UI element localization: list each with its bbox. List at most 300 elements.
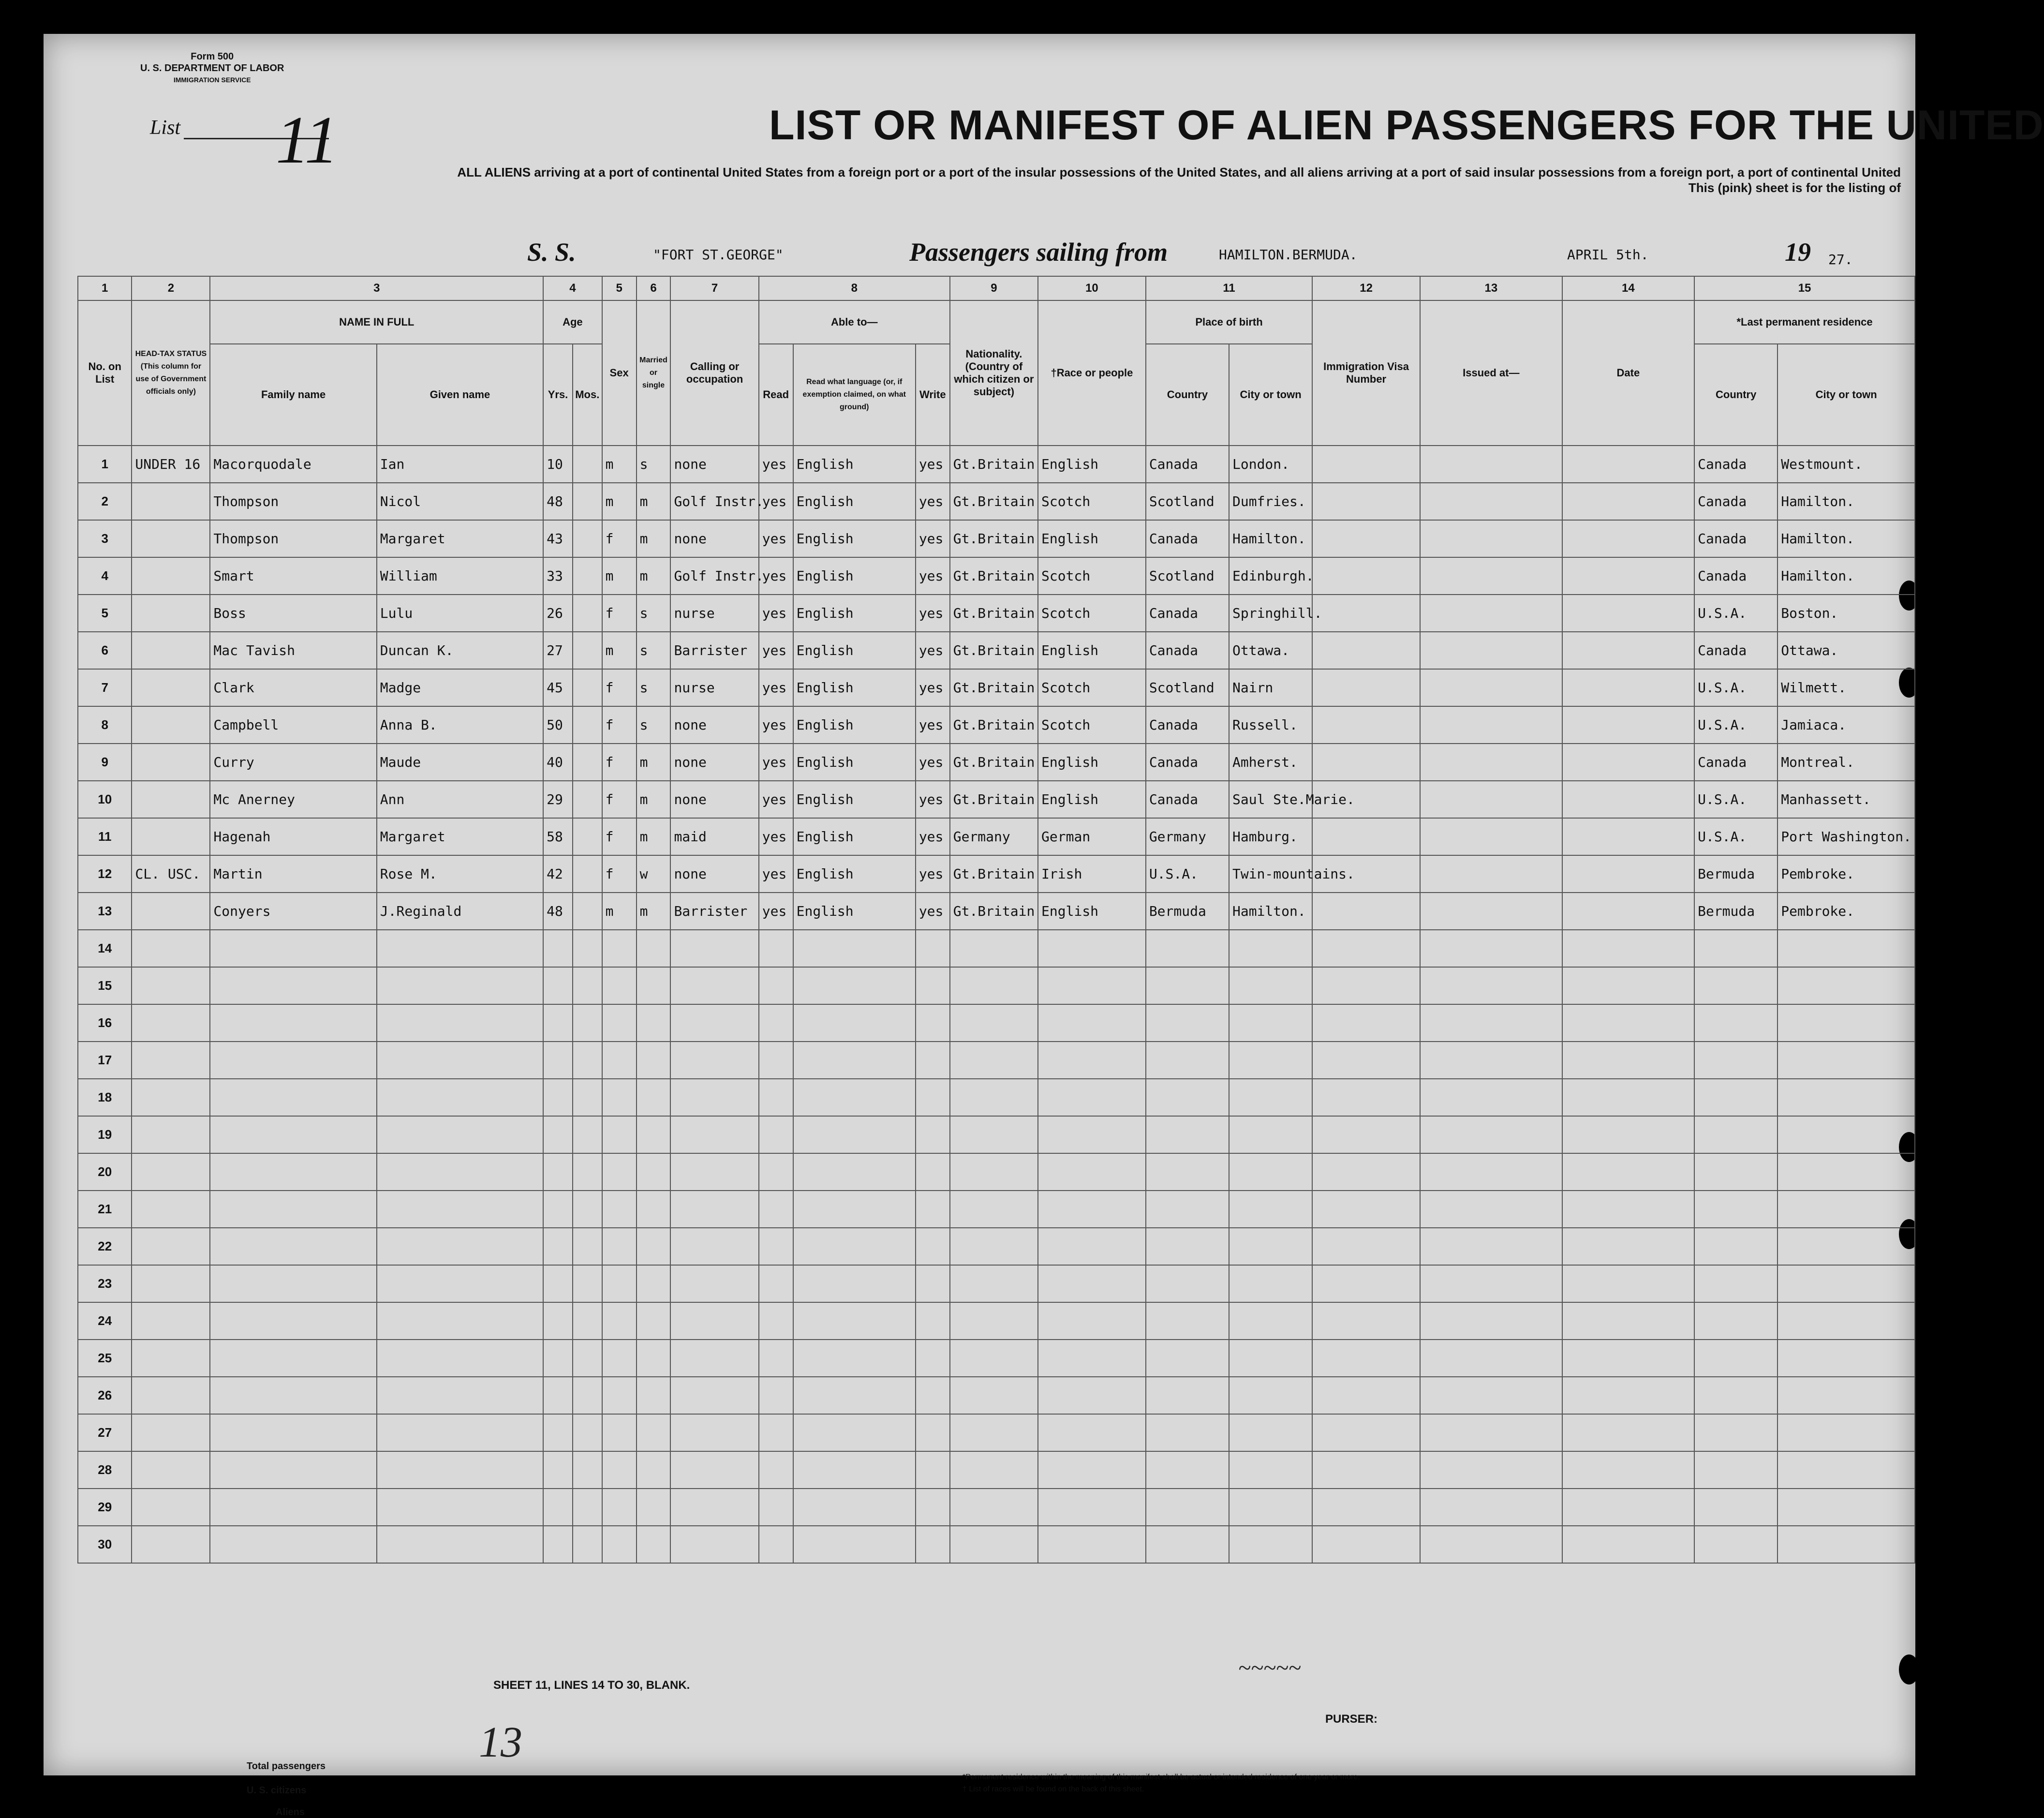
age-months-cell: [573, 446, 602, 483]
birth-city-cell: Springhill.: [1229, 595, 1312, 632]
issued-at-cell: [1420, 893, 1562, 930]
issued-at-cell: [1420, 1526, 1562, 1563]
sex-cell: [602, 1526, 637, 1563]
issued-at-cell: [1420, 446, 1562, 483]
col-num: 11: [1146, 276, 1312, 300]
birth-country-cell: [1146, 1153, 1229, 1191]
head-tax-cell: [132, 595, 210, 632]
race-cell: [1038, 1265, 1146, 1302]
date-cell: [1562, 818, 1694, 855]
given-name-cell: [377, 967, 543, 1004]
family-name-cell: [210, 1489, 376, 1526]
date-cell: [1562, 483, 1694, 520]
nationality-cell: [950, 1228, 1038, 1265]
manifest-rows: [78, 446, 1915, 1563]
sex-cell: [602, 1340, 637, 1377]
issued-at-cell: [1420, 669, 1562, 706]
read-cell: [759, 1042, 793, 1079]
issued-at-cell: [1420, 930, 1562, 967]
age-months-cell: [573, 520, 602, 557]
residence-city-cell: Manhassett.: [1777, 781, 1915, 818]
date-cell: [1562, 1340, 1694, 1377]
date-cell: [1562, 1153, 1694, 1191]
total-passengers-label: Total passengers: [247, 1761, 326, 1772]
residence-country-cell: [1694, 1302, 1777, 1340]
residence-country-cell: [1694, 1004, 1777, 1042]
write-cell: yes: [916, 818, 950, 855]
col-num: 3: [210, 276, 543, 300]
given-name-cell: J.Reginald: [377, 893, 543, 930]
ss-label: S. S.: [527, 238, 576, 267]
col-num: 9: [950, 276, 1038, 300]
language-cell: [793, 1414, 916, 1451]
read-cell: [759, 930, 793, 967]
nationality-cell: [950, 1451, 1038, 1489]
port-name: HAMILTON.BERMUDA.: [1219, 247, 1358, 263]
col-num: 6: [637, 276, 671, 300]
age-years-cell: [543, 1377, 573, 1414]
birth-country-cell: [1146, 1079, 1229, 1116]
head-tax-cell: [132, 1153, 210, 1191]
read-cell: yes: [759, 446, 793, 483]
birth-country-cell: [1146, 1228, 1229, 1265]
write-cell: yes: [916, 557, 950, 595]
table-row: [78, 1042, 1915, 1079]
date-cell: [1562, 1526, 1694, 1563]
race-cell: Scotch: [1038, 483, 1146, 520]
birth-city-cell: [1229, 967, 1312, 1004]
occupation-cell: Barrister: [670, 893, 758, 930]
age-months-cell: [573, 930, 602, 967]
line-number: 15: [78, 967, 132, 1004]
line-number: 14: [78, 930, 132, 967]
table-row: [78, 1153, 1915, 1191]
age-years-cell: 40: [543, 744, 573, 781]
read-cell: yes: [759, 706, 793, 744]
residence-country-cell: U.S.A.: [1694, 781, 1777, 818]
issued-at-cell: [1420, 1414, 1562, 1451]
year-prefix: 19: [1785, 238, 1811, 267]
occupation-cell: maid: [670, 818, 758, 855]
col-num: 7: [670, 276, 758, 300]
date-cell: [1562, 669, 1694, 706]
nationality-cell: Gt.Britain: [950, 483, 1038, 520]
race-cell: [1038, 1526, 1146, 1563]
residence-city-cell: [1777, 1526, 1915, 1563]
table-row: [78, 855, 1915, 893]
line-number: 29: [78, 1489, 132, 1526]
sex-cell: [602, 1451, 637, 1489]
given-name-cell: [377, 1526, 543, 1563]
nationality-cell: [950, 1414, 1038, 1451]
write-cell: yes: [916, 781, 950, 818]
line-number: 17: [78, 1042, 132, 1079]
sex-cell: f: [602, 520, 637, 557]
aliens-label: Aliens: [276, 1807, 305, 1818]
visa-cell: [1312, 1042, 1420, 1079]
residence-city-cell: [1777, 1265, 1915, 1302]
age-years-cell: 58: [543, 818, 573, 855]
residence-city-cell: [1777, 1340, 1915, 1377]
birth-city-cell: [1229, 1042, 1312, 1079]
head-tax-cell: [132, 1340, 210, 1377]
line-number: 21: [78, 1191, 132, 1228]
head-tax-cell: [132, 930, 210, 967]
given-name-cell: William: [377, 557, 543, 595]
line-number: 8: [78, 706, 132, 744]
birth-city-cell: London.: [1229, 446, 1312, 483]
line-number: 11: [78, 818, 132, 855]
head-tax-cell: [132, 1302, 210, 1340]
read-cell: yes: [759, 520, 793, 557]
race-cell: [1038, 1377, 1146, 1414]
head-tax-cell: CL. USC.: [132, 855, 210, 893]
visa-cell: [1312, 1116, 1420, 1153]
race-cell: [1038, 1153, 1146, 1191]
nationality-cell: Gt.Britain: [950, 855, 1038, 893]
family-name-cell: Macorquodale: [210, 446, 376, 483]
table-row: [78, 1116, 1915, 1153]
service-name: IMMIGRATION SERVICE: [173, 76, 251, 84]
occupation-cell: none: [670, 446, 758, 483]
age-months-cell: [573, 1004, 602, 1042]
language-cell: English: [793, 818, 916, 855]
age-months-cell: [573, 595, 602, 632]
date-cell: [1562, 557, 1694, 595]
nationality-cell: [950, 1191, 1038, 1228]
birth-country-cell: [1146, 1526, 1229, 1563]
visa-cell: [1312, 1302, 1420, 1340]
write-cell: [916, 1228, 950, 1265]
occupation-cell: [670, 1004, 758, 1042]
occupation-cell: [670, 1302, 758, 1340]
given-name-cell: [377, 1451, 543, 1489]
age-years-cell: [543, 1451, 573, 1489]
residence-country-cell: Canada: [1694, 632, 1777, 669]
residence-city-cell: Hamilton.: [1777, 520, 1915, 557]
visa-cell: [1312, 818, 1420, 855]
marital-cell: m: [637, 893, 671, 930]
race-cell: Scotch: [1038, 669, 1146, 706]
issued-at-cell: [1420, 1153, 1562, 1191]
manifest-sheet: [44, 34, 2044, 1818]
birth-city-cell: [1229, 1265, 1312, 1302]
col-num: 15: [1694, 276, 1915, 300]
race-cell: [1038, 1414, 1146, 1451]
occupation-cell: [670, 1340, 758, 1377]
occupation-cell: [670, 1079, 758, 1116]
nationality-cell: Gt.Britain: [950, 669, 1038, 706]
residence-country-cell: [1694, 1042, 1777, 1079]
given-name-cell: Ian: [377, 446, 543, 483]
issued-at-cell: [1420, 781, 1562, 818]
nationality-cell: [950, 1004, 1038, 1042]
family-name-cell: [210, 1079, 376, 1116]
residence-country-cell: [1694, 1228, 1777, 1265]
residence-city-cell: [1777, 1377, 1915, 1414]
issued-at-cell: [1420, 1042, 1562, 1079]
write-cell: yes: [916, 520, 950, 557]
table-row: [78, 1265, 1915, 1302]
visa-cell: [1312, 967, 1420, 1004]
head-tax-cell: [132, 893, 210, 930]
family-name-cell: [210, 930, 376, 967]
issued-at-cell: [1420, 1116, 1562, 1153]
residence-country-cell: [1694, 1489, 1777, 1526]
birth-country-cell: [1146, 1265, 1229, 1302]
family-name-cell: [210, 1004, 376, 1042]
sex-cell: m: [602, 893, 637, 930]
birth-city-cell: Nairn: [1229, 669, 1312, 706]
residence-country-cell: [1694, 1191, 1777, 1228]
age-months-cell: [573, 818, 602, 855]
birth-country-cell: [1146, 1302, 1229, 1340]
write-cell: [916, 1191, 950, 1228]
table-row: [78, 893, 1915, 930]
marital-cell: s: [637, 446, 671, 483]
residence-city-cell: [1777, 1004, 1915, 1042]
visa-cell: [1312, 669, 1420, 706]
given-name-cell: [377, 1265, 543, 1302]
header-family-name: Family name: [210, 344, 376, 446]
line-number: 22: [78, 1228, 132, 1265]
sex-cell: f: [602, 706, 637, 744]
birth-city-cell: [1229, 1302, 1312, 1340]
nationality-cell: [950, 1079, 1038, 1116]
us-citizens-label: U. S. citizens: [247, 1785, 307, 1796]
age-years-cell: 26: [543, 595, 573, 632]
purser-label: PURSER:: [1325, 1713, 1378, 1726]
birth-country-cell: [1146, 1191, 1229, 1228]
family-name-cell: Thompson: [210, 520, 376, 557]
race-cell: English: [1038, 781, 1146, 818]
occupation-cell: nurse: [670, 669, 758, 706]
visa-cell: [1312, 446, 1420, 483]
date-cell: [1562, 632, 1694, 669]
read-cell: [759, 1228, 793, 1265]
age-months-cell: [573, 893, 602, 930]
line-number: 13: [78, 893, 132, 930]
birth-country-cell: [1146, 930, 1229, 967]
language-cell: English: [793, 595, 916, 632]
header-sex: Sex: [602, 300, 637, 446]
birth-city-cell: [1229, 1228, 1312, 1265]
purser-signature: ~~~~~: [1238, 1655, 1301, 1681]
col-num: 12: [1312, 276, 1420, 300]
date-cell: [1562, 1377, 1694, 1414]
age-years-cell: 50: [543, 706, 573, 744]
line-number: 16: [78, 1004, 132, 1042]
table-row: [78, 1302, 1915, 1340]
col-num: 2: [132, 276, 210, 300]
date-cell: [1562, 1302, 1694, 1340]
write-cell: [916, 1451, 950, 1489]
write-cell: [916, 1414, 950, 1451]
read-cell: yes: [759, 669, 793, 706]
birth-country-cell: Germany: [1146, 818, 1229, 855]
birth-country-cell: Canada: [1146, 706, 1229, 744]
table-row: [78, 967, 1915, 1004]
visa-cell: [1312, 1526, 1420, 1563]
family-name-cell: [210, 1377, 376, 1414]
birth-city-cell: Hamilton.: [1229, 893, 1312, 930]
age-years-cell: [543, 1526, 573, 1563]
age-months-cell: [573, 1489, 602, 1526]
residence-country-cell: Bermuda: [1694, 855, 1777, 893]
footnote-races: † List of races will be found on the back of this sheet.: [963, 1785, 1144, 1793]
visa-cell: [1312, 930, 1420, 967]
table-row: [78, 818, 1915, 855]
head-tax-cell: [132, 1004, 210, 1042]
given-name-cell: [377, 1302, 543, 1340]
table-row: [78, 930, 1915, 967]
residence-city-cell: Ottawa.: [1777, 632, 1915, 669]
residence-city-cell: Pembroke.: [1777, 855, 1915, 893]
residence-city-cell: Hamilton.: [1777, 483, 1915, 520]
given-name-cell: [377, 1340, 543, 1377]
table-row: [78, 1079, 1915, 1116]
sex-cell: [602, 1153, 637, 1191]
nationality-cell: Germany: [950, 818, 1038, 855]
issued-at-cell: [1420, 1191, 1562, 1228]
residence-city-cell: Port Washington.: [1777, 818, 1915, 855]
table-row: [78, 1414, 1915, 1451]
birth-city-cell: Hamilton.: [1229, 520, 1312, 557]
header-res-city: City or town: [1777, 344, 1915, 446]
marital-cell: [637, 1042, 671, 1079]
residence-city-cell: [1777, 1079, 1915, 1116]
given-name-cell: [377, 1489, 543, 1526]
given-name-cell: Rose M.: [377, 855, 543, 893]
issued-at-cell: [1420, 1489, 1562, 1526]
visa-cell: [1312, 1377, 1420, 1414]
language-cell: [793, 1451, 916, 1489]
marital-cell: m: [637, 520, 671, 557]
language-cell: [793, 1116, 916, 1153]
head-tax-cell: [132, 520, 210, 557]
language-cell: English: [793, 557, 916, 595]
race-cell: Irish: [1038, 855, 1146, 893]
birth-city-cell: Twin-mountains.: [1229, 855, 1312, 893]
age-years-cell: [543, 1004, 573, 1042]
read-cell: [759, 967, 793, 1004]
marital-cell: m: [637, 818, 671, 855]
marital-cell: [637, 1451, 671, 1489]
read-cell: [759, 1265, 793, 1302]
race-cell: [1038, 967, 1146, 1004]
given-name-cell: Maude: [377, 744, 543, 781]
line-number: 5: [78, 595, 132, 632]
line-number: 9: [78, 744, 132, 781]
date-cell: [1562, 1004, 1694, 1042]
date-cell: [1562, 1451, 1694, 1489]
residence-city-cell: [1777, 1489, 1915, 1526]
table-row: [78, 744, 1915, 781]
write-cell: yes: [916, 855, 950, 893]
read-cell: [759, 1414, 793, 1451]
col-num: 1: [78, 276, 132, 300]
write-cell: yes: [916, 744, 950, 781]
age-months-cell: [573, 669, 602, 706]
head-tax-cell: [132, 1451, 210, 1489]
sex-cell: [602, 1414, 637, 1451]
nationality-cell: Gt.Britain: [950, 706, 1038, 744]
line-number: 1: [78, 446, 132, 483]
residence-country-cell: U.S.A.: [1694, 818, 1777, 855]
given-name-cell: Margaret: [377, 520, 543, 557]
age-months-cell: [573, 1526, 602, 1563]
residence-city-cell: [1777, 1451, 1915, 1489]
line-number: 26: [78, 1377, 132, 1414]
header-issued-at: Issued at—: [1420, 300, 1562, 446]
marital-cell: m: [637, 483, 671, 520]
write-cell: [916, 1153, 950, 1191]
line-number: 10: [78, 781, 132, 818]
department-name: U. S. DEPARTMENT OF LABOR: [140, 63, 284, 74]
subtitle: [440, 164, 1901, 195]
issued-at-cell: [1420, 1377, 1562, 1414]
family-name-cell: Mac Tavish: [210, 632, 376, 669]
read-cell: yes: [759, 557, 793, 595]
head-tax-cell: [132, 781, 210, 818]
age-months-cell: [573, 1451, 602, 1489]
line-number: 4: [78, 557, 132, 595]
race-cell: [1038, 930, 1146, 967]
birth-country-cell: Canada: [1146, 520, 1229, 557]
marital-cell: [637, 1228, 671, 1265]
write-cell: [916, 1265, 950, 1302]
race-cell: [1038, 1042, 1146, 1079]
nationality-cell: [950, 1526, 1038, 1563]
write-cell: yes: [916, 632, 950, 669]
date-cell: [1562, 967, 1694, 1004]
header-write: Write: [916, 344, 950, 446]
birth-city-cell: Saul Ste.Marie.: [1229, 781, 1312, 818]
race-cell: [1038, 1228, 1146, 1265]
manifest-table: [77, 276, 1915, 1564]
table-row: [78, 595, 1915, 632]
visa-cell: [1312, 632, 1420, 669]
sex-cell: [602, 930, 637, 967]
age-months-cell: [573, 967, 602, 1004]
language-cell: [793, 1265, 916, 1302]
given-name-cell: Duncan K.: [377, 632, 543, 669]
age-years-cell: 29: [543, 781, 573, 818]
occupation-cell: none: [670, 781, 758, 818]
date-cell: [1562, 1414, 1694, 1451]
head-tax-cell: [132, 744, 210, 781]
date-cell: [1562, 893, 1694, 930]
birth-city-cell: [1229, 1153, 1312, 1191]
race-cell: [1038, 1451, 1146, 1489]
issued-at-cell: [1420, 855, 1562, 893]
age-years-cell: [543, 1228, 573, 1265]
issued-at-cell: [1420, 483, 1562, 520]
family-name-cell: [210, 1340, 376, 1377]
occupation-cell: Golf Instr.: [670, 557, 758, 595]
sex-cell: [602, 1042, 637, 1079]
table-row: [78, 1489, 1915, 1526]
marital-cell: [637, 1265, 671, 1302]
write-cell: yes: [916, 595, 950, 632]
header-name-in-full: NAME IN FULL: [210, 300, 543, 344]
page-title: LIST OR MANIFEST OF ALIEN PASSENGERS FOR THE UNITED: [769, 102, 2044, 149]
issued-at-cell: [1420, 1302, 1562, 1340]
age-years-cell: [543, 1116, 573, 1153]
visa-cell: [1312, 1265, 1420, 1302]
write-cell: [916, 1079, 950, 1116]
race-cell: [1038, 1116, 1146, 1153]
